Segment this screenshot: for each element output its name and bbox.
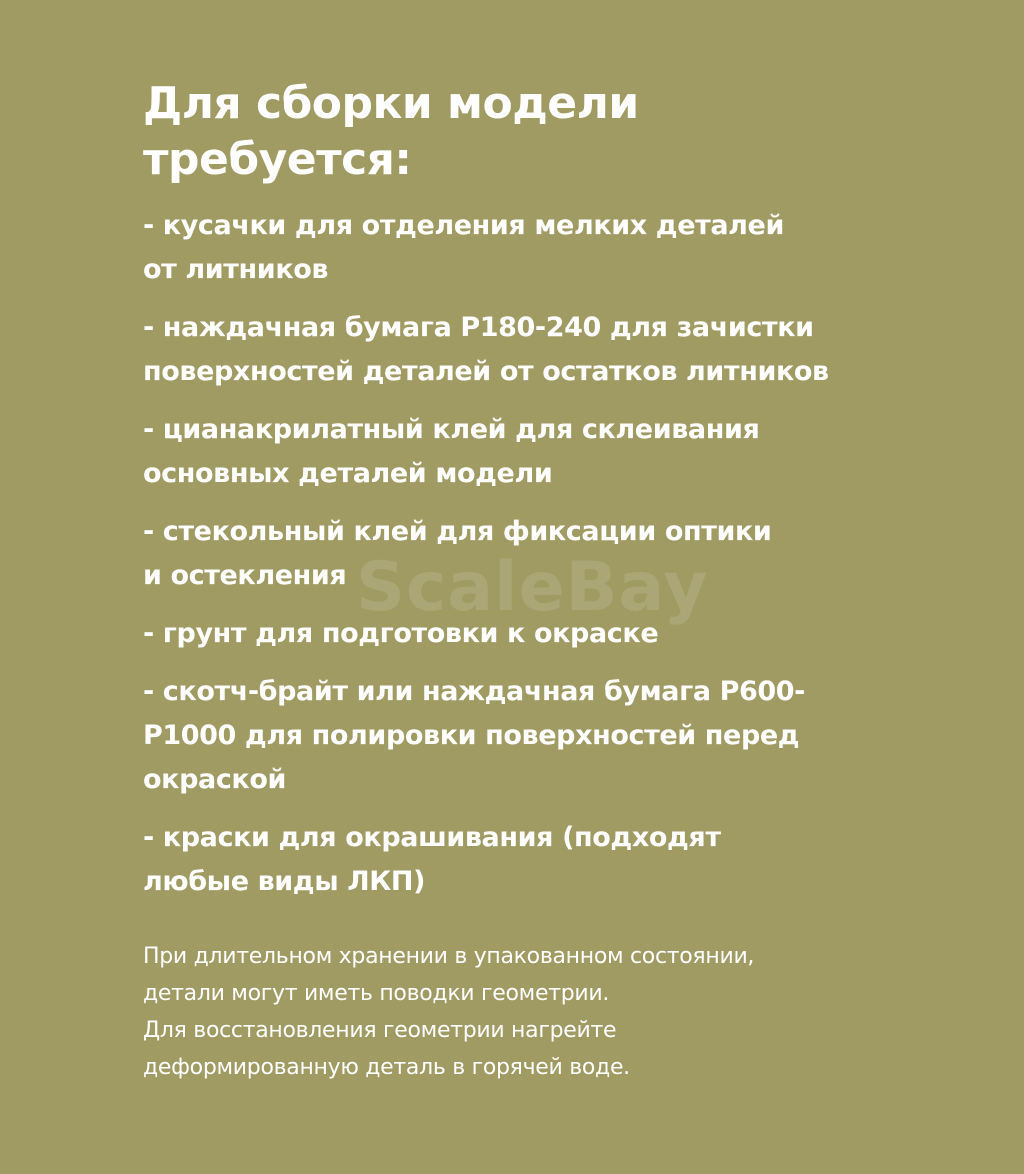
requirement-item-scotch-brite: - скотч-брайт или наждачная бумага P600- P1000 для полировки поверхностей перед окраской xyxy=(143,676,805,795)
requirement-item-primer: - грунт для подготовки к окраске xyxy=(143,618,659,649)
watermark-text: ScaleBay xyxy=(356,548,709,627)
requirement-item-sandpaper: - наждачная бумага P180-240 для зачистки поверхностей деталей от остатков литников xyxy=(143,312,829,387)
page-title xyxy=(143,76,943,188)
requirement-item-paints: - краски для окрашивания (подходят любые виды ЛКП) xyxy=(143,822,721,897)
title-line-1: Для сборки модели xyxy=(143,78,639,129)
title-line-2: требуется: xyxy=(143,134,412,185)
requirement-item-cyanoacrylate-glue: - цианакрилатный клей для склеивания основных деталей модели xyxy=(143,414,760,489)
requirements-list xyxy=(143,204,943,904)
requirement-item-cutters: - кусачки для отделения мелких деталей от литников xyxy=(143,210,784,285)
content xyxy=(143,76,943,1086)
storage-note: При длительном хранении в упакованном состоянии, детали могут иметь поводки геометрии. Для восстановления геометрии нагрейте деформированную деталь в горячей воде. xyxy=(143,944,755,1080)
requirement-item-glass-glue: - стекольный клей для фиксации оптики и остекления xyxy=(143,516,772,591)
